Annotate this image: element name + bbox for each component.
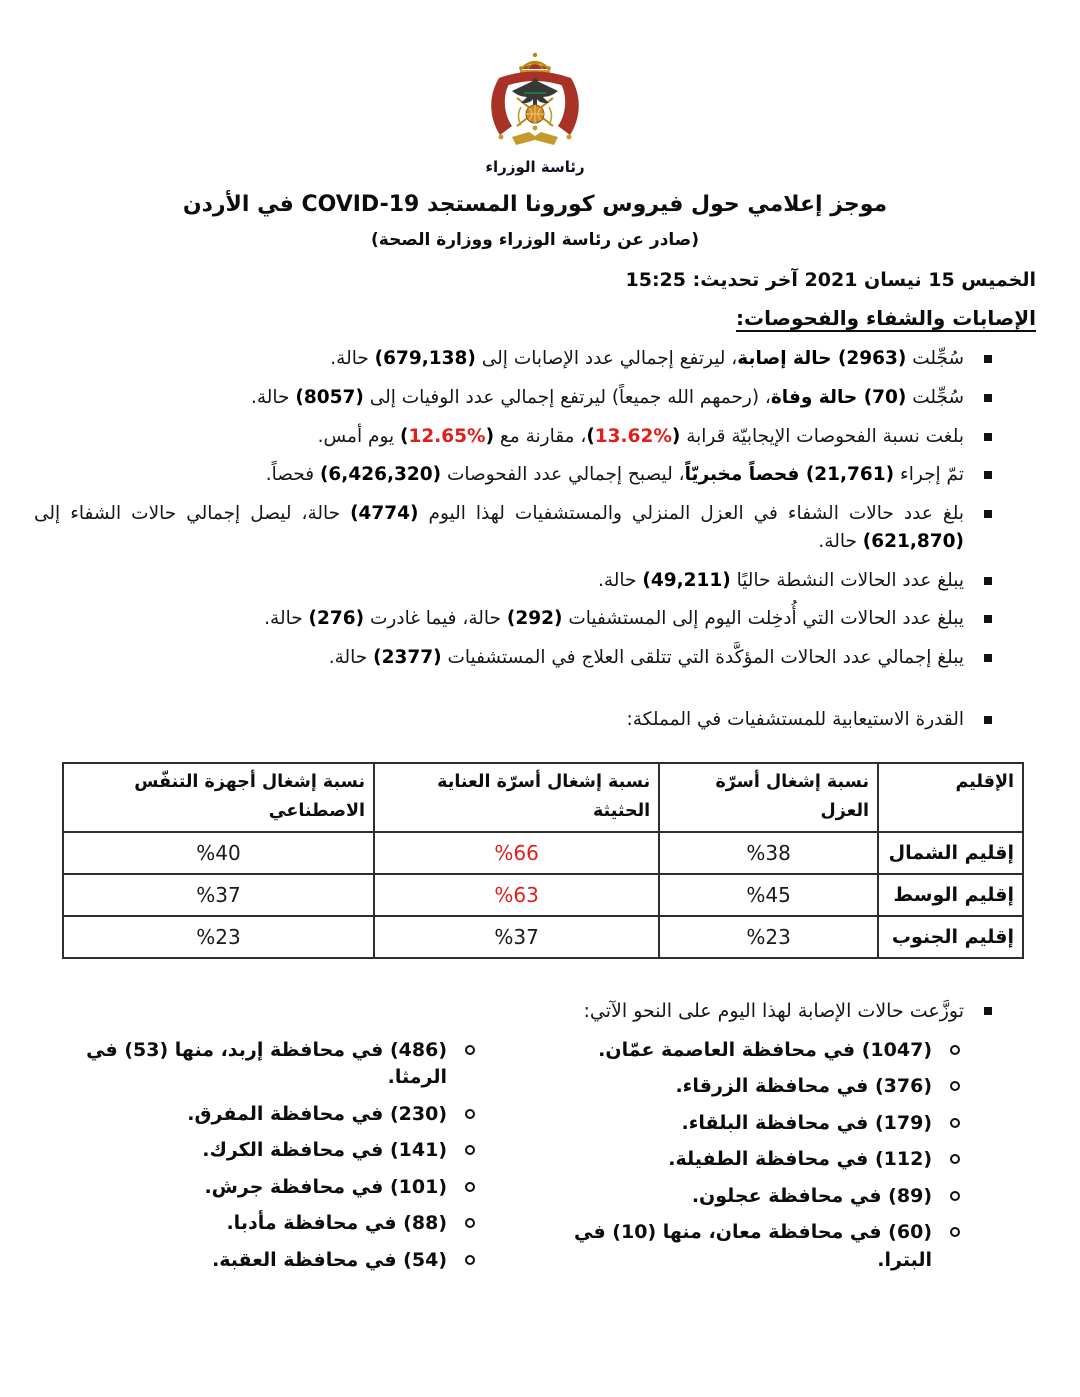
- page-title: موجز إعلامي حول فيروس كورونا المستجد COVID-19 في الأردن: [182, 192, 888, 217]
- bullet-disc-icon: [984, 1007, 992, 1015]
- column-header-isolation: نسبة إشغال أسرّة العزل: [659, 763, 878, 833]
- governorates-right: [535, 1037, 1036, 1284]
- governorate-item: [34, 1037, 475, 1092]
- distribution-columns: [34, 1037, 1036, 1284]
- governorate-item: [34, 1137, 475, 1165]
- distribution-heading: [34, 997, 1036, 1026]
- stat-bullet: [34, 605, 992, 633]
- column-header-icu: نسبة إشغال أسرّة العناية الحثيثة: [374, 763, 659, 833]
- stat-bullet: [34, 567, 992, 595]
- capacity-heading: [34, 706, 1036, 734]
- bullet-circle-icon: [465, 1109, 475, 1119]
- governorate-item-text: (54) في محافظة العقبة.: [212, 1248, 447, 1271]
- bullet-circle-icon: [950, 1191, 960, 1201]
- governorate-item: [535, 1219, 960, 1274]
- governorate-item-text: (88) في محافظة مأدبا.: [226, 1212, 447, 1235]
- bullet-circle-icon: [465, 1218, 475, 1228]
- stat-bullet-text: تمّ إجراء (21,761) فحصاً مخبريّاً، ليصبح إجمالي عدد الفحوصات (6,426,320) فحصاً.: [265, 464, 964, 486]
- date-line: الخميس 15 نيسان 2021 آخر تحديث: 15:25: [625, 269, 1036, 291]
- section-heading: الإصابات والشفاء والفحوصات:: [736, 306, 1036, 330]
- governorate-item-text: (230) في محافظة المفرق.: [187, 1102, 447, 1125]
- governorate-item: [535, 1073, 960, 1101]
- stat-bullet-text: يبلغ عدد الحالات التي أُدخِلت اليوم إلى المستشفيات (292) حالة، فيما غادرت (276) حالة.: [264, 608, 964, 630]
- governorate-item-text: (486) في محافظة إربد، منها (53) في الرمثا.: [86, 1038, 447, 1089]
- stats-list: [34, 345, 1036, 672]
- bullet-disc-icon: [984, 433, 992, 441]
- governorate-item: [535, 1146, 960, 1174]
- table-row: [63, 916, 1023, 958]
- table-cell: إقليم الجنوب: [878, 916, 1023, 958]
- stat-bullet-text: سُجِّلت (70) حالة وفاة، (رحمهم الله جميعاً) ليرتفع إجمالي عدد الوفيات إلى (8057) حالة.: [250, 386, 964, 408]
- bullet-circle-icon: [950, 1081, 960, 1091]
- bullet-disc-icon: [984, 394, 992, 402]
- governorate-item-text: (60) في محافظة معان، منها (10) في البترا.: [574, 1221, 932, 1271]
- governorate-item: [34, 1174, 475, 1202]
- page-subtitle: (صادر عن رئاسة الوزراء ووزارة الصحة): [371, 230, 699, 250]
- capacity-table-header: [63, 763, 1023, 833]
- bullet-circle-icon: [950, 1118, 960, 1128]
- table-cell: %23: [659, 916, 878, 958]
- table-cell: إقليم الشمال: [878, 832, 1023, 874]
- governorate-item-text: (101) في محافظة جرش.: [204, 1175, 447, 1198]
- distribution-heading-text: توزَّعت حالات الإصابة لهذا اليوم على النحو الآتي:: [583, 1000, 964, 1022]
- column-header-region: الإقليم: [878, 763, 1023, 833]
- table-cell: %66: [374, 832, 659, 874]
- stat-bullet-text: يبلغ عدد الحالات النشطة حاليًا (49,211) حالة.: [597, 569, 964, 591]
- stat-bullet: [34, 384, 992, 412]
- stat-bullet: [34, 500, 992, 556]
- table-cell: %63: [374, 874, 659, 916]
- governorate-item-text: (1047) في محافظة العاصمة عمّان.: [598, 1038, 932, 1061]
- column-header-ventilators: نسبة إشغال أجهزة التنفّس الاصطناعي: [63, 763, 374, 833]
- stat-bullet-text: سُجِّلت (2963) حالة إصابة، ليرتفع إجمالي عدد الإصابات إلى (679,138) حالة.: [330, 348, 964, 369]
- governorate-item: [34, 1247, 475, 1275]
- table-cell: %45: [659, 874, 878, 916]
- bullet-circle-icon: [465, 1255, 475, 1265]
- table-cell: %40: [63, 832, 374, 874]
- bullet-disc-icon: [984, 577, 992, 585]
- stat-bullet-text: بلغت نسبة الفحوصات الإيجابيّة قرابة (%13.62)، مقارنة مع (%12.65) يوم أمس.: [317, 425, 964, 447]
- bullet-circle-icon: [465, 1145, 475, 1155]
- governorate-item-text: (89) في محافظة عجلون.: [691, 1184, 932, 1207]
- table-cell: %37: [63, 874, 374, 916]
- bullet-circle-icon: [465, 1182, 475, 1192]
- table-row: [63, 874, 1023, 916]
- capacity-table: [62, 762, 1024, 960]
- stat-bullet: [34, 644, 992, 672]
- governorate-item-text: (112) في محافظة الطفيلة.: [668, 1148, 932, 1171]
- bullet-disc-icon: [984, 654, 992, 662]
- governorate-item: [535, 1110, 960, 1138]
- capacity-heading-text: القدرة الاستيعابية للمستشفيات في المملكة:: [626, 708, 964, 730]
- stat-bullet: [34, 461, 992, 489]
- capacity-table-body: [63, 832, 1023, 958]
- table-cell: %37: [374, 916, 659, 958]
- table-cell: %23: [63, 916, 374, 958]
- bullet-disc-icon: [984, 510, 992, 518]
- governorate-item: [535, 1037, 960, 1065]
- governorate-item: [34, 1210, 475, 1238]
- governorate-item: [34, 1101, 475, 1129]
- stat-bullet: [34, 345, 992, 373]
- stat-bullet: [34, 423, 992, 451]
- governorates-left: [34, 1037, 535, 1284]
- table-row: [63, 832, 1023, 874]
- logo: [34, 0, 1036, 176]
- bullet-disc-icon: [984, 355, 992, 363]
- bullet-disc-icon: [984, 471, 992, 479]
- stat-bullet-text: يبلغ إجمالي عدد الحالات المؤكَّدة التي تتلقى العلاج في المستشفيات (2377) حالة.: [328, 647, 964, 668]
- bullet-circle-icon: [950, 1227, 960, 1237]
- bullet-disc-icon: [984, 716, 992, 724]
- bullet-circle-icon: [950, 1154, 960, 1164]
- stat-bullet-text: بلغ عدد حالات الشفاء في العزل المنزلي والمستشفيات لهذا اليوم (4774) حالة، ليصل إجمالي حالات الشفاء إلى (621,870) حالة.: [34, 503, 964, 552]
- governorate-item: [535, 1183, 960, 1211]
- logo-caption: رئاسة الوزراء: [485, 158, 585, 176]
- bullet-circle-icon: [465, 1045, 475, 1055]
- bullet-circle-icon: [950, 1045, 960, 1055]
- table-cell: إقليم الوسط: [878, 874, 1023, 916]
- table-cell: %38: [659, 832, 878, 874]
- jordan-coat-of-arms-icon: [474, 52, 596, 152]
- governorate-item-text: (376) في محافظة الزرقاء.: [675, 1075, 932, 1098]
- governorate-item-text: (179) في محافظة البلقاء.: [681, 1111, 932, 1134]
- governorate-item-text: (141) في محافظة الكرك.: [202, 1139, 447, 1162]
- bullet-disc-icon: [984, 615, 992, 623]
